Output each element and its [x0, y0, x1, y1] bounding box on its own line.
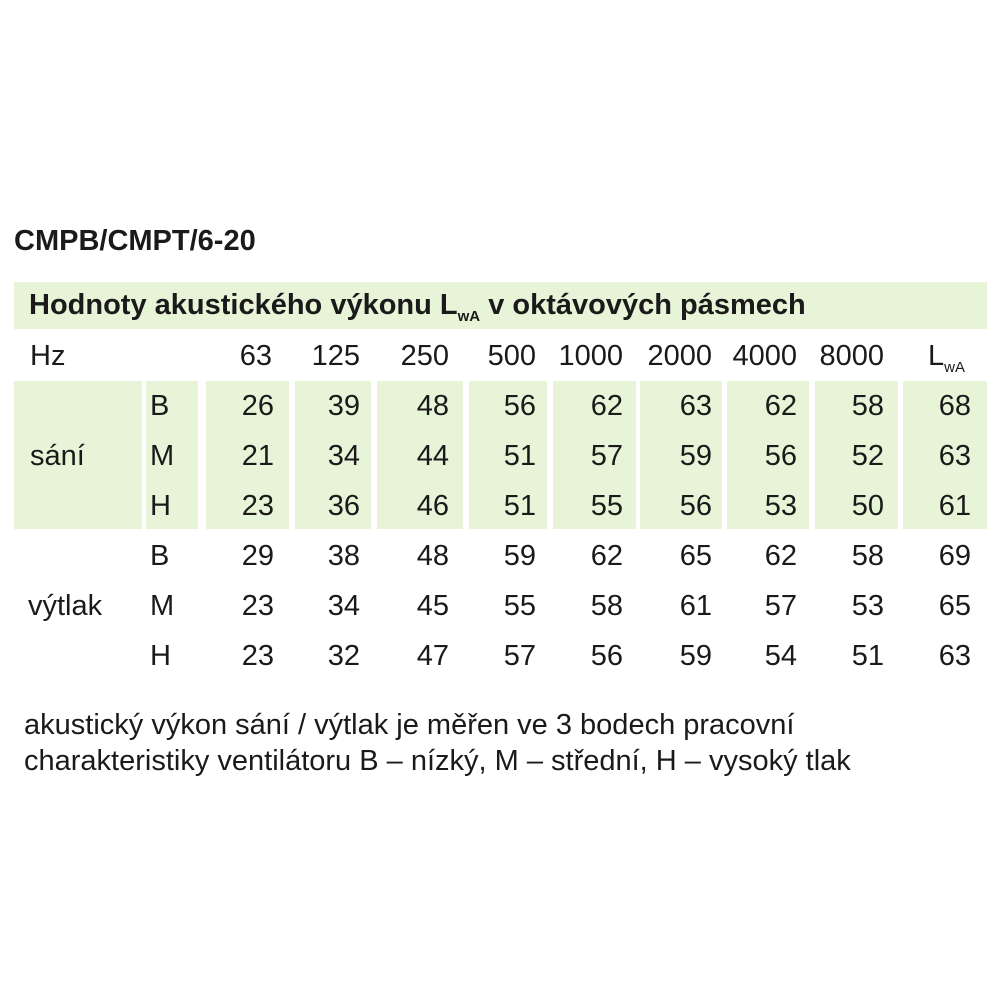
freq-header: 125 [311, 340, 360, 372]
level-label: B [150, 540, 170, 572]
value-cell: 58 [851, 390, 884, 422]
total-cell: 69 [938, 540, 971, 572]
value-cell: 29 [241, 540, 274, 572]
value-cell: 23 [241, 490, 274, 522]
hz-label: Hz [30, 340, 66, 372]
value-cell: 23 [241, 590, 274, 622]
total-cell: 65 [938, 590, 971, 622]
value-cell: 51 [503, 440, 536, 472]
value-cell: 36 [327, 490, 360, 522]
level-label: B [150, 390, 170, 422]
value-cell: 51 [851, 640, 884, 672]
freq-header: 500 [487, 340, 536, 372]
total-cell: 68 [938, 390, 971, 422]
freq-header: 2000 [647, 340, 712, 372]
table-title-tail: v oktávových pásmech [480, 289, 806, 321]
table-title-sub: wA [457, 308, 481, 325]
total-cell: 63 [938, 640, 971, 672]
value-cell: 34 [327, 590, 360, 622]
freq-header: 63 [239, 340, 272, 372]
value-cell: 26 [241, 390, 274, 422]
value-cell: 59 [503, 540, 536, 572]
value-cell: 52 [851, 440, 884, 472]
value-cell: 44 [416, 440, 449, 472]
lwa-header-sub: wA [944, 359, 965, 376]
value-cell: 56 [764, 440, 797, 472]
value-cell: 53 [764, 490, 797, 522]
table-title-main: Hodnoty akustického výkonu L [29, 289, 458, 321]
value-cell: 23 [241, 640, 274, 672]
value-cell: 32 [327, 640, 360, 672]
value-cell: 58 [851, 540, 884, 572]
table-title [29, 289, 806, 325]
value-cell: 45 [416, 590, 449, 622]
group-label: výtlak [28, 590, 103, 622]
value-cell: 59 [679, 440, 712, 472]
value-cell: 62 [590, 390, 623, 422]
value-cell: 56 [590, 640, 623, 672]
total-cell: 61 [938, 490, 971, 522]
value-cell: 34 [327, 440, 360, 472]
value-cell: 55 [503, 590, 536, 622]
value-cell: 48 [416, 390, 449, 422]
freq-header: 4000 [732, 340, 797, 372]
value-cell: 53 [851, 590, 884, 622]
group-label: sání [30, 440, 85, 472]
level-label: M [150, 590, 175, 622]
level-label: H [150, 490, 171, 522]
value-cell: 57 [590, 440, 623, 472]
value-cell: 62 [764, 390, 797, 422]
value-cell: 46 [416, 490, 449, 522]
value-cell: 51 [503, 490, 536, 522]
value-cell: 48 [416, 540, 449, 572]
value-cell: 21 [241, 440, 274, 472]
value-cell: 59 [679, 640, 712, 672]
note-line-1: akustický výkon sání / výtlak je měřen ve 3 bodech pracovní [24, 709, 795, 741]
value-cell: 39 [327, 390, 360, 422]
value-cell: 50 [851, 490, 884, 522]
total-cell: 63 [938, 440, 971, 472]
value-cell: 57 [503, 640, 536, 672]
value-cell: 62 [764, 540, 797, 572]
value-cell: 54 [764, 640, 797, 672]
value-cell: 57 [764, 590, 797, 622]
value-cell: 47 [416, 640, 449, 672]
freq-header: 8000 [819, 340, 884, 372]
model-title: CMPB/CMPT/6-20 [14, 225, 256, 257]
freq-header: 250 [400, 340, 449, 372]
value-cell: 56 [503, 390, 536, 422]
value-cell: 56 [679, 490, 712, 522]
table-title-bar [14, 282, 987, 329]
measurement-note [24, 707, 984, 779]
level-label: M [150, 440, 175, 472]
level-label: H [150, 640, 171, 672]
value-cell: 63 [679, 390, 712, 422]
value-cell: 62 [590, 540, 623, 572]
value-cell: 38 [327, 540, 360, 572]
note-line-2: charakteristiky ventilátoru B – nízký, M – střední, H – vysoký tlak [24, 745, 851, 777]
value-cell: 55 [590, 490, 623, 522]
value-cell: 61 [679, 590, 712, 622]
lwa-header-main: L [928, 340, 945, 372]
lwa-header [928, 340, 965, 376]
value-cell: 58 [590, 590, 623, 622]
value-cell: 65 [679, 540, 712, 572]
freq-header: 1000 [558, 340, 623, 372]
